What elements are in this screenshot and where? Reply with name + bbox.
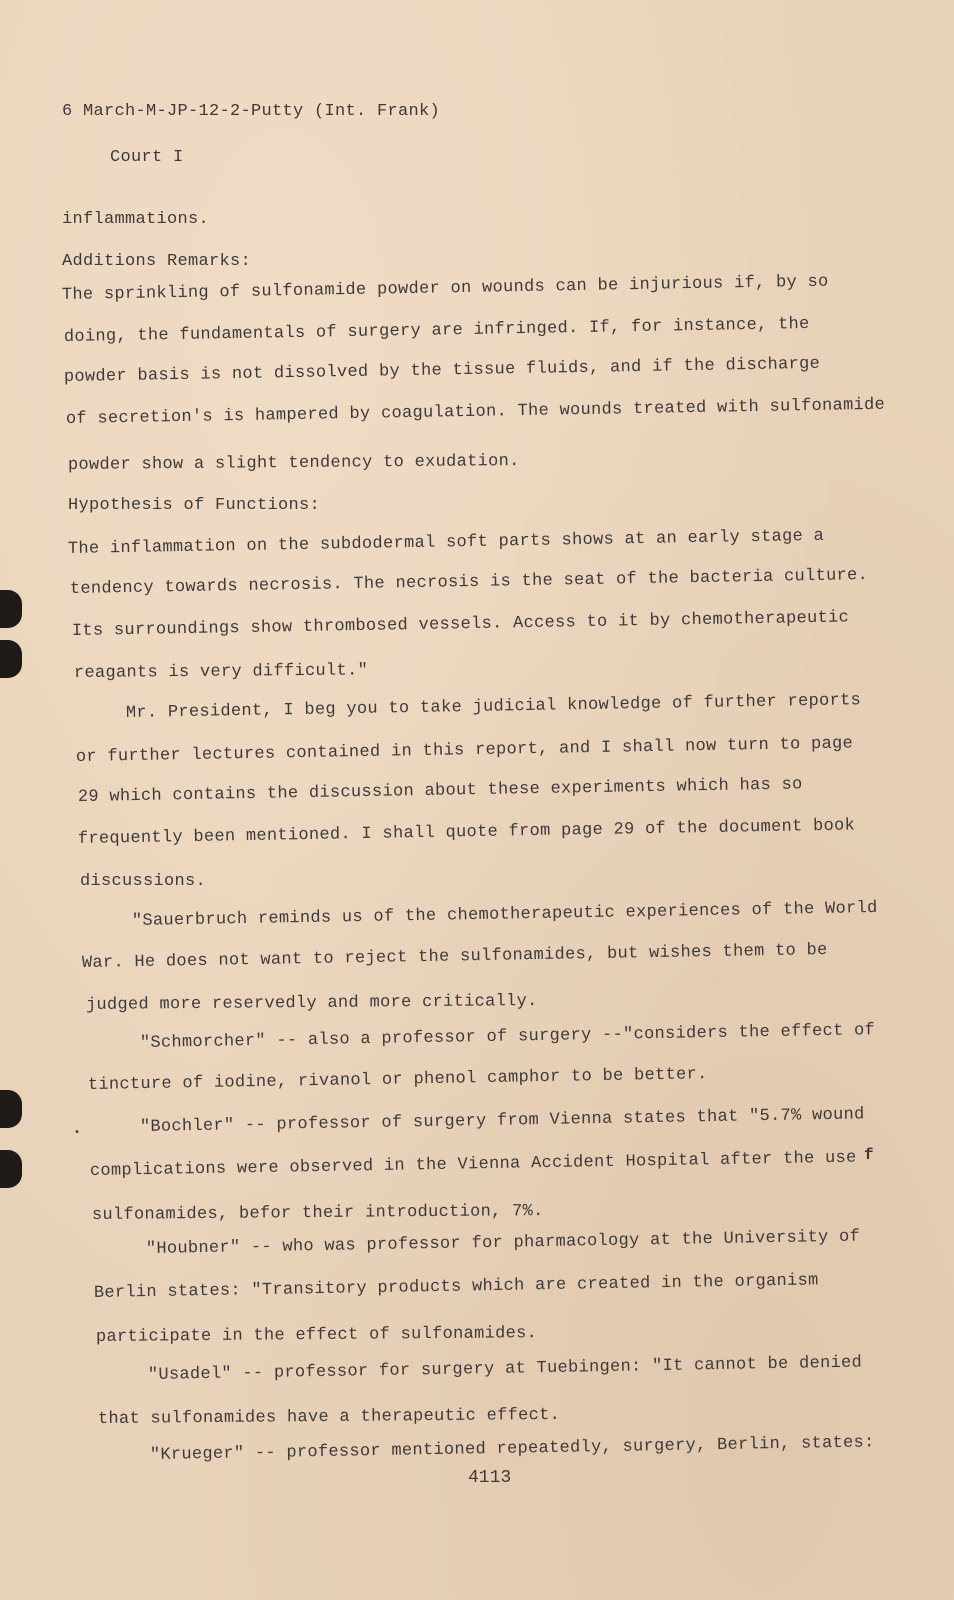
text-line: Hypothesis of Functions: — [68, 496, 321, 515]
document-header: 6 March-M-JP-12-2-Putty (Int. Frank) — [62, 102, 441, 121]
text-line: reagants is very difficult." — [73, 661, 369, 683]
page-number: 4113 — [468, 1468, 512, 1488]
text-line: frequently been mentioned. I shall quote from page 29 of the document book — [77, 816, 856, 849]
text-line: inflammations. — [62, 210, 210, 229]
text-line: Additions Remarks: — [62, 252, 252, 271]
punch-hole — [0, 640, 22, 678]
text-line: War. He does not want to reject the sulfonamides, but wishes them to be — [81, 940, 828, 973]
text-line: discussions. — [80, 872, 207, 891]
text-line: The inflammation on the subdodermal soft parts shows at an early stage a — [67, 526, 825, 559]
margin-mark: f — [864, 1146, 874, 1164]
text-line: "Bochler" -- professor of surgery from Vienna states that "5.7% wound — [139, 1105, 865, 1137]
text-line: Its surroundings show thrombosed vessels. Access to it by chemotherapeutic — [71, 608, 850, 641]
text-line: powder basis is not dissolved by the tissue fluids, and if the discharge — [63, 354, 821, 387]
text-line: or further lectures contained in this report, and I shall now turn to page — [75, 734, 854, 767]
text-line: tendency towards necrosis. The necrosis is the seat of the bacteria culture. — [69, 566, 869, 599]
text-line: doing, the fundamentals of surgery are infringed. If, for instance, the — [63, 314, 810, 347]
punch-hole — [0, 590, 22, 628]
text-line: powder show a slight tendency to exudation. — [67, 452, 520, 475]
text-line: of secretion's is hampered by coagulation. The wounds treated with sulfonamide — [65, 395, 886, 429]
margin-mark: • — [74, 1128, 81, 1139]
text-line: participate in the effect of sulfonamides. — [95, 1324, 538, 1347]
text-line: Berlin states: "Transitory products which are created in the organism — [93, 1271, 819, 1303]
text-line: Mr. President, I beg you to take judicial knowledge of further reports — [125, 691, 862, 723]
punch-hole — [0, 1150, 22, 1188]
text-line: sulfonamides, befor their introduction, 7%. — [91, 1202, 544, 1225]
text-line: complications were observed in the Vienna Accident Hospital after the use — [89, 1148, 857, 1181]
text-line: The sprinkling of sulfonamide powder on wounds can be injurious if, by so — [61, 272, 829, 305]
court-label: Court I — [110, 148, 184, 167]
text-line: "Schmorcher" -- also a professor of surgery --"considers the effect of — [139, 1021, 876, 1053]
punch-hole — [0, 1090, 22, 1128]
text-line: tincture of iodine, rivanol or phenol camphor to be better. — [87, 1065, 708, 1095]
text-line: "Sauerbruch reminds us of the chemotherapeutic experiences of the World — [131, 898, 878, 931]
text-line: "Krueger" -- professor mentioned repeatedly, surgery, Berlin, states: — [149, 1433, 875, 1465]
text-line: that sulfonamides have a therapeutic effect. — [97, 1405, 561, 1429]
text-line: 29 which contains the discussion about these experiments which has so — [77, 775, 803, 807]
text-line: "Houbner" -- who was professor for pharmacology at the University of — [145, 1227, 861, 1259]
text-line: judged more reservedly and more critically. — [85, 992, 538, 1015]
text-line: "Usadel" -- professor for surgery at Tuebingen: "It cannot be denied — [147, 1353, 863, 1385]
